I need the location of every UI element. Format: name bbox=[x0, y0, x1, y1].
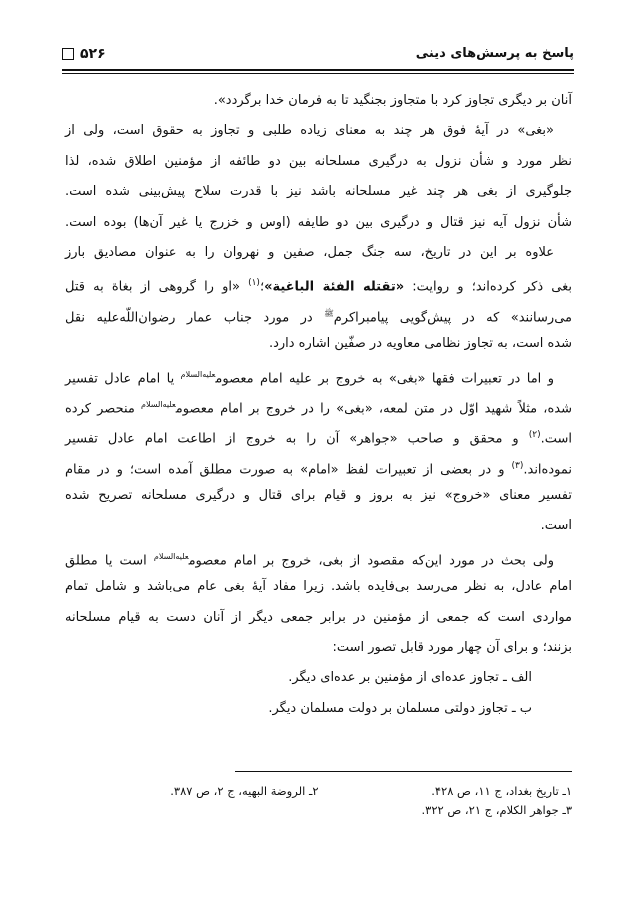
text-line: امام عادل، به نظر می‌رسد بی‌فایده باشد. زیرا مفاد آیهٔ بغی عام می‌باشد و شامل تمام bbox=[65, 579, 572, 595]
footnote-3: ۳ـ جواهر الکلام، ج ۲۱، ص ۳۲۲. bbox=[421, 803, 572, 817]
text-line: بزنند؛ و برای آن چهار مورد قابل تصور است: bbox=[332, 640, 572, 656]
text-span: و اما در تعبیرات فقها «بغی» به خروج بر علیه امام معصوم bbox=[215, 370, 554, 386]
footnotes bbox=[65, 782, 572, 820]
text-span: ولی بحث در مورد این‌که مقصود از بغی، خروج بر امام معصوم bbox=[188, 553, 554, 569]
text-line bbox=[65, 360, 572, 390]
text-span: است یا مطلق bbox=[65, 553, 154, 569]
page-number bbox=[62, 46, 106, 62]
text-line bbox=[65, 420, 572, 450]
header-rule-thin bbox=[62, 73, 574, 74]
header-rule-thick bbox=[62, 69, 574, 71]
footnote-divider bbox=[235, 771, 572, 772]
footnote-1: ۱ـ تاریخ بغداد، ج ۱۱، ص ۴۲۸. bbox=[431, 784, 572, 798]
list-item: الف ـ تجاوز عده‌ای از مؤمنین بر عده‌ای دیگر. bbox=[288, 670, 532, 686]
honorific-imam: علیه‌السلام bbox=[153, 551, 189, 561]
text-line bbox=[65, 542, 572, 572]
text-span: «او را گروهی از بغاة به قتل bbox=[65, 279, 249, 295]
page-header bbox=[62, 44, 574, 66]
text-span: در مورد جناب عمار رضوان‌اللّه‌علیه نقل bbox=[65, 310, 325, 326]
text-span: شده، مثلاً شهید اوّل در متن لمعه، «بغی» را در خروج بر امام معصوم bbox=[175, 401, 572, 417]
text-span: است. bbox=[540, 431, 572, 447]
text-line bbox=[65, 390, 572, 420]
text-line: مواردی است که جمعی از مؤمنین در برابر جمعی دیگر از آنان دست به قیام مسلحانه bbox=[65, 609, 572, 625]
text-span: و در بعضی از تعبیرات لفظ «امام» به صورت مطلق آمده است؛ و در مقام bbox=[65, 462, 512, 478]
text-span: می‌رسانند» که در پیش‌گویی پیامبراکرم bbox=[333, 310, 572, 326]
footnote-2: ۲ـ الروضة البهیه، ج ۲، ص ۳۸۷. bbox=[170, 784, 319, 798]
page-number-text: ۵۲۶ bbox=[80, 46, 106, 62]
running-title: پاسخ به پرسش‌های دینی bbox=[415, 46, 574, 61]
footnote-ref: (۲) bbox=[528, 430, 541, 441]
honorific-imam: علیه‌السلام bbox=[180, 369, 216, 379]
text-line: است. bbox=[540, 518, 572, 534]
text-line: شأن نزول آیه نیز قتال و درگیری بین دو طایفه (اوس و خزرج یا غیر آن‌ها) بوده است. bbox=[65, 214, 572, 230]
footnote-ref: (۱) bbox=[248, 278, 260, 289]
text-line bbox=[65, 299, 572, 329]
list-item: ب ـ تجاوز دولتی مسلمان بر دولت مسلمان دیگر. bbox=[268, 700, 532, 716]
hadith-quote: «تقتله الفئة الباغیة» bbox=[264, 279, 405, 295]
text-span: بغی ذکر کرده‌اند؛ و روایت: bbox=[404, 279, 572, 295]
text-line: آنان بر دیگری تجاوز کرد با متجاوز بجنگید تا به فرمان خدا برگردد». bbox=[213, 93, 572, 108]
honorific-prophet: ﷺ bbox=[324, 308, 334, 318]
body-text bbox=[65, 86, 572, 724]
text-line: شده است، به تجاوز نظامی معاویه در صفّین اشاره دارد. bbox=[268, 336, 572, 352]
text-line: تفسیر معنای «خروج» نیز به بروز و قیام برای قتال و درگیری مسلحانه تصریح شده bbox=[65, 488, 572, 504]
text-line: جلوگیری از بغی هر چند غیر مسلحانه باشد نیز با قدرت سلاح پیش‌بینی شده است. bbox=[65, 184, 572, 200]
text-span: منحصر کرده bbox=[65, 401, 142, 417]
text-span: ؛ bbox=[259, 279, 265, 295]
text-line bbox=[65, 451, 572, 481]
text-line: علاوه بر این در تاریخ، سه جنگ جمل، صفین و نهروان را به عنوان مصادیق بارز bbox=[65, 244, 554, 260]
text-line bbox=[65, 268, 572, 298]
text-line: «بغی» در آیهٔ فوق هر چند به معنای زیاده طلبی و تجاوز به حقوق است، ولی از bbox=[65, 123, 554, 139]
text-span: و محقق و صاحب «جواهر» آن را به خروج از اطاعت امام عادل تفسیر bbox=[65, 431, 529, 447]
footnote-ref: (۳) bbox=[511, 460, 524, 471]
text-span: نموده‌اند. bbox=[523, 462, 572, 478]
square-icon bbox=[62, 48, 74, 60]
honorific-imam: علیه‌السلام bbox=[141, 399, 176, 409]
text-line: نظر مورد و شأن نزول به درگیری مسلحانه بین دو طائفه از مؤمنین اطلاق شده، لذا bbox=[65, 153, 572, 169]
text-span: یا امام عادل تفسیر bbox=[65, 370, 181, 386]
